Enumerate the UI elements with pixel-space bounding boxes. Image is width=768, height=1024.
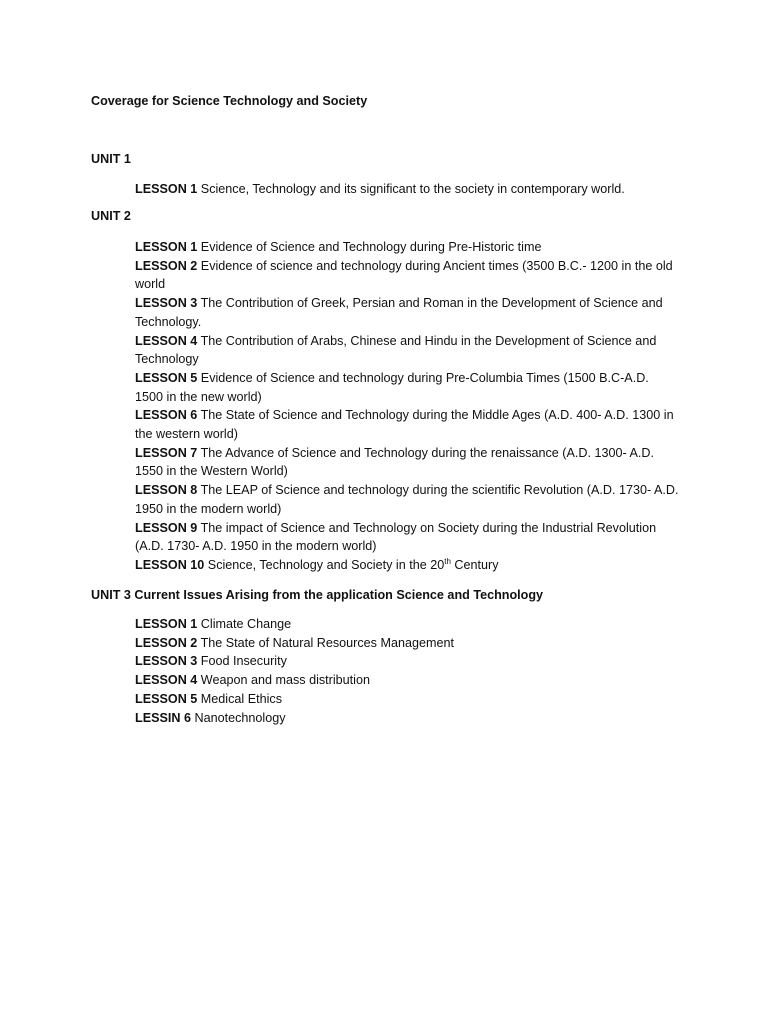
lesson-text: Science, Technology and its significant to the society in contemporary world. — [197, 182, 625, 196]
list-item — [135, 481, 680, 518]
lesson-text: The LEAP of Science and technology during the scientific Revolution (A.D. 1730- A.D. 1950 in the modern world) — [135, 483, 679, 516]
lesson-text: Medical Ethics — [197, 691, 282, 706]
unit-2-heading: UNIT 2 — [91, 209, 131, 223]
unit-2-lesson-list — [135, 238, 680, 575]
list-item — [135, 257, 680, 294]
unit-3-heading: UNIT 3 Current Issues Arising from the application Science and Technology — [91, 588, 544, 602]
lesson-label: LESSON 2 — [135, 635, 198, 650]
lesson-text: Weapon and mass distribution — [197, 673, 370, 688]
lesson-text: The State of Science and Technology during the Middle Ages (A.D. 400- A.D. 1300 in the western world) — [135, 408, 674, 442]
list-item — [135, 180, 680, 199]
unit-1-lesson-list — [135, 180, 680, 199]
list-item — [135, 332, 680, 369]
document-title: Coverage for Science Technology and Society — [91, 94, 368, 108]
list-item — [135, 519, 680, 556]
lesson-label: LESSON 1 — [135, 617, 198, 631]
list-item — [135, 238, 680, 257]
lesson-text: The Advance of Science and Technology during the renaissance (A.D. 1300- A.D. 1550 in the Western World) — [135, 445, 654, 479]
lesson-text: The State of Natural Resources Management — [197, 635, 454, 650]
list-item — [135, 369, 680, 406]
list-item — [135, 294, 680, 331]
lesson-text-after: Century — [450, 557, 499, 572]
list-item — [135, 556, 680, 575]
lesson-label: LESSON 3 — [135, 654, 198, 669]
lesson-label: LESSIN 6 — [135, 710, 191, 725]
lesson-text: Evidence of Science and Technology during Pre-Historic time — [197, 240, 542, 254]
list-item — [135, 634, 680, 653]
unit-3-lesson-list — [135, 615, 680, 727]
list-item — [135, 444, 680, 481]
lesson-label: LESSON 5 — [135, 691, 198, 706]
lesson-label: LESSON 3 — [135, 296, 198, 311]
list-item — [135, 652, 680, 671]
lesson-label: LESSON 7 — [135, 445, 198, 460]
lesson-label: LESSON 4 — [135, 673, 198, 688]
lesson-text: Evidence of science and technology during Ancient times (3500 B.C.- 1200 in the old world — [135, 258, 673, 292]
lesson-text: Evidence of Science and technology during Pre-Columbia Times (1500 B.C-A.D. 1500 in the new world) — [135, 370, 649, 404]
superscript: th — [444, 556, 451, 566]
lesson-label: LESSON 4 — [135, 333, 198, 348]
lesson-label: LESSON 8 — [135, 483, 198, 498]
lesson-text: Food Insecurity — [197, 654, 287, 669]
lesson-text: The Contribution of Greek, Persian and Roman in the Development of Science and Technology. — [135, 296, 663, 329]
lesson-label: LESSON 10 — [135, 557, 205, 572]
list-item — [135, 671, 680, 690]
lesson-text: Science, Technology and Society in the 20 — [204, 557, 445, 572]
list-item — [135, 709, 680, 728]
list-item — [135, 406, 680, 443]
lesson-text: Climate Change — [197, 617, 292, 631]
list-item — [135, 690, 680, 709]
lesson-text: Nanotechnology — [191, 710, 286, 725]
lesson-label: LESSON 5 — [135, 370, 198, 385]
lesson-label: LESSON 1 — [135, 240, 198, 254]
lesson-text: The Contribution of Arabs, Chinese and Hindu in the Development of Science and Technology — [135, 333, 657, 367]
lesson-label: LESSON 2 — [135, 258, 198, 273]
list-item — [135, 615, 680, 634]
unit-1-heading: UNIT 1 — [91, 152, 131, 166]
lesson-label: LESSON 1 — [135, 182, 198, 196]
lesson-label: LESSON 9 — [135, 520, 198, 535]
lesson-label: LESSON 6 — [135, 408, 198, 423]
lesson-text: The impact of Science and Technology on Society during the Industrial Revolution (A.D. 1730- A.D. 1950 in the modern world) — [135, 520, 657, 554]
